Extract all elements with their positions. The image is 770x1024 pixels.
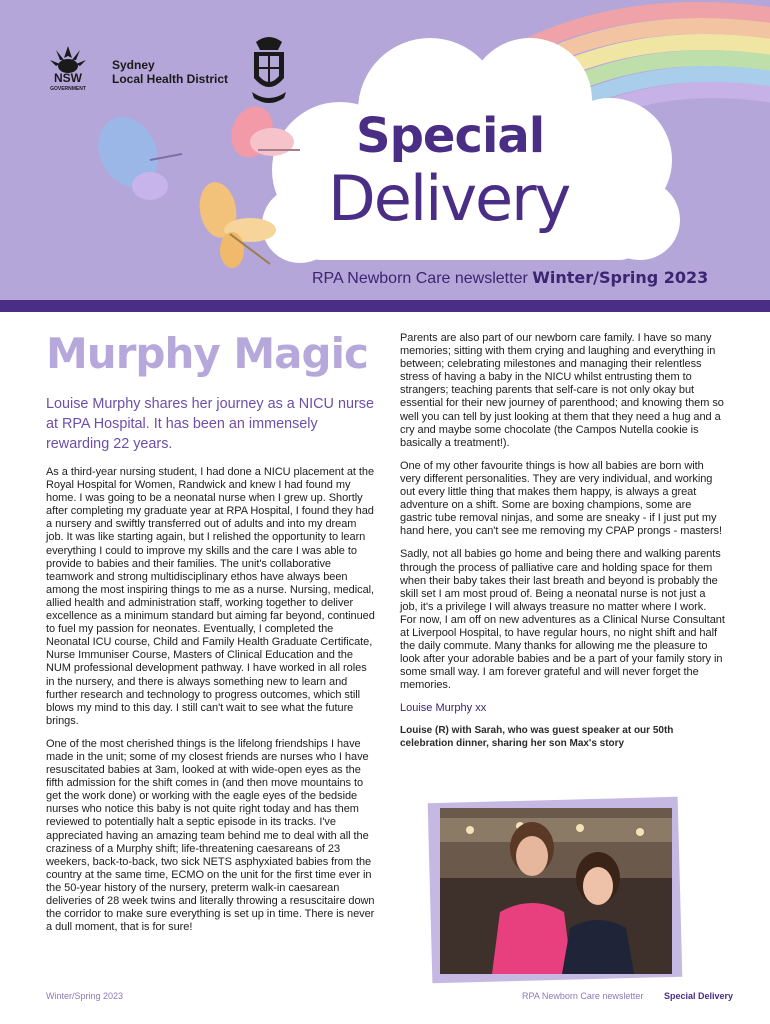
title-delivery: Delivery [328,162,570,235]
photo-scene [440,808,672,974]
article-left-column [46,328,376,944]
butterfly-icon [195,179,276,268]
footer-edition: Winter/Spring 2023 [46,991,124,1001]
paragraph: Parents are also part of our newborn care family. I have so many memories; sitting with them crying and laughing and everything in between; celebrating milestones and managing their relentless stress of having a baby in the NICU whilst entrusting them to strangers; teaching parents that self-care is not only okay but essential for their new journey of parenthood; and knowing them so well you can tell by just looking at them that they need a hug and a cry and maybe some chocolate (the Campos Nutella cookie is basically a treatment!). [400,332,724,449]
article-photo [430,800,680,980]
masthead [0,0,770,300]
crest-icon [248,34,290,106]
article-standfirst: Louise Murphy shares her journey as a NICU nurse at RPA Hospital. It has been an immensely rewarding 22 years. [46,396,374,452]
paragraph: One of the most cherished things is the lifelong friendships I have made in the unit; some of my closest friends are nurses who I have resuscitated babies at 3am, looked at with wide-open eyes as the fifth admission for the shift comes in (and then move mountains to get the work done) or working with the eagle eyes of the bedside nurses who notice this baby is not quite right today and has them reviewed to potentially halt a septic episode in its tracks. I've appreciated having an amazing team behind me to deal with all the craziness of a Murphy shift; life-threatening caesareans of 23 weekers, back-to-back, two sick NETS asphyxiated babies from the country at the same time, ECMO on the unit for the first time ever in the 50-year history of the nursery, preterm walk-in caesarean deliveries of 28 week twins and literally throwing a resuscitaire down the corridor to make sure everything is set up in time. There is never a dull moment, that is for sure! [46,737,375,934]
lhd-line-2: Local Health District [112,72,229,86]
lhd-name [112,58,228,86]
photo-image [440,808,672,974]
waratah-icon [44,44,92,92]
lhd-line-1: Sydney [112,58,155,72]
newsletter-subtitle [312,268,708,288]
footer-newsletter-name: RPA Newborn Care newsletter [522,991,644,1001]
title-special: Special [356,108,545,164]
subtitle-edition: Winter/Spring 2023 [532,268,709,287]
butterfly-icon [87,108,182,200]
nsw-label: NSW [54,71,82,85]
paragraph: One of my other favourite things is how all babies are born with very different personalities. They are very individual, and working out every little thing that makes them happy, is always a great adventure on a shift. Some are boxing champions, some are gastric tube removal ninjas, and some are sneaky - if I just put my hand here, you can't see me removing my CPAP prongs - masters! [400,459,723,538]
nsw-government-label: GOVERNMENT [50,86,86,92]
article-title: Murphy Magic [46,329,368,378]
photo-caption: Louise (R) with Sarah, who was guest speaker at our 50th celebration dinner, sharing her son Max's story [400,725,674,750]
article-signoff: Louise Murphy xx [400,702,487,715]
subtitle-plain: RPA Newborn Care newsletter [312,270,528,287]
header-divider [0,300,770,312]
paragraph: As a third-year nursing student, I had done a NICU placement at the Royal Hospital for Women, Randwick and knew I had found my home. I was going to be a neonatal nurse when I grew up. Shortly after completing my graduate year at RPA Hospital, I found they had a nursery and swiftly transferred out of adults and into my dream job. It was like starting again, but I relished the opportunity to learn everything I could to improve my skills and the care I was able to provide to babies and their families. The unit's collaborative teamwork and strong multidisciplinary ethos have always been among the most inspiring things to me as a nurse. Nursing, medical, allied health and administration staff, working together to deliver excellence as a minimum standard but aiming far beyond, continued to fuel my passion for neonates. Eventually, I completed the Neonatal ICU course, Child and Family Health Graduate Certificate, Nurse Immuniser Course, Masters of Clinical Education and the NUM professional development pathway. I have worked in all roles in the nursery, and there is always something new to learn and further research and technology to progress outcomes, which still blows my mind to this day. I still can't wait to see what the future brings. [46,466,375,727]
article-right-column [400,332,725,750]
paragraph: Sadly, not all babies go home and being there and walking parents through the process of palliative care and holding space for them when their baby takes their last breath and beyond is probably the skill set I am most proud of. Being a neonatal nurse is not just a job, it's a privilege I will always treasure no matter where I work. For now, I am off on new adventures as a Clinical Nurse Consultant at Liverpool Hospital, to have regular hours, no night shift and half the daily commute. Many thanks for allowing me the pleasure to look after your adorable babies and be a part of your family story in some small way. I am forever grateful and will never forget the memories. [400,548,725,692]
footer-title: Special Delivery [664,991,734,1001]
